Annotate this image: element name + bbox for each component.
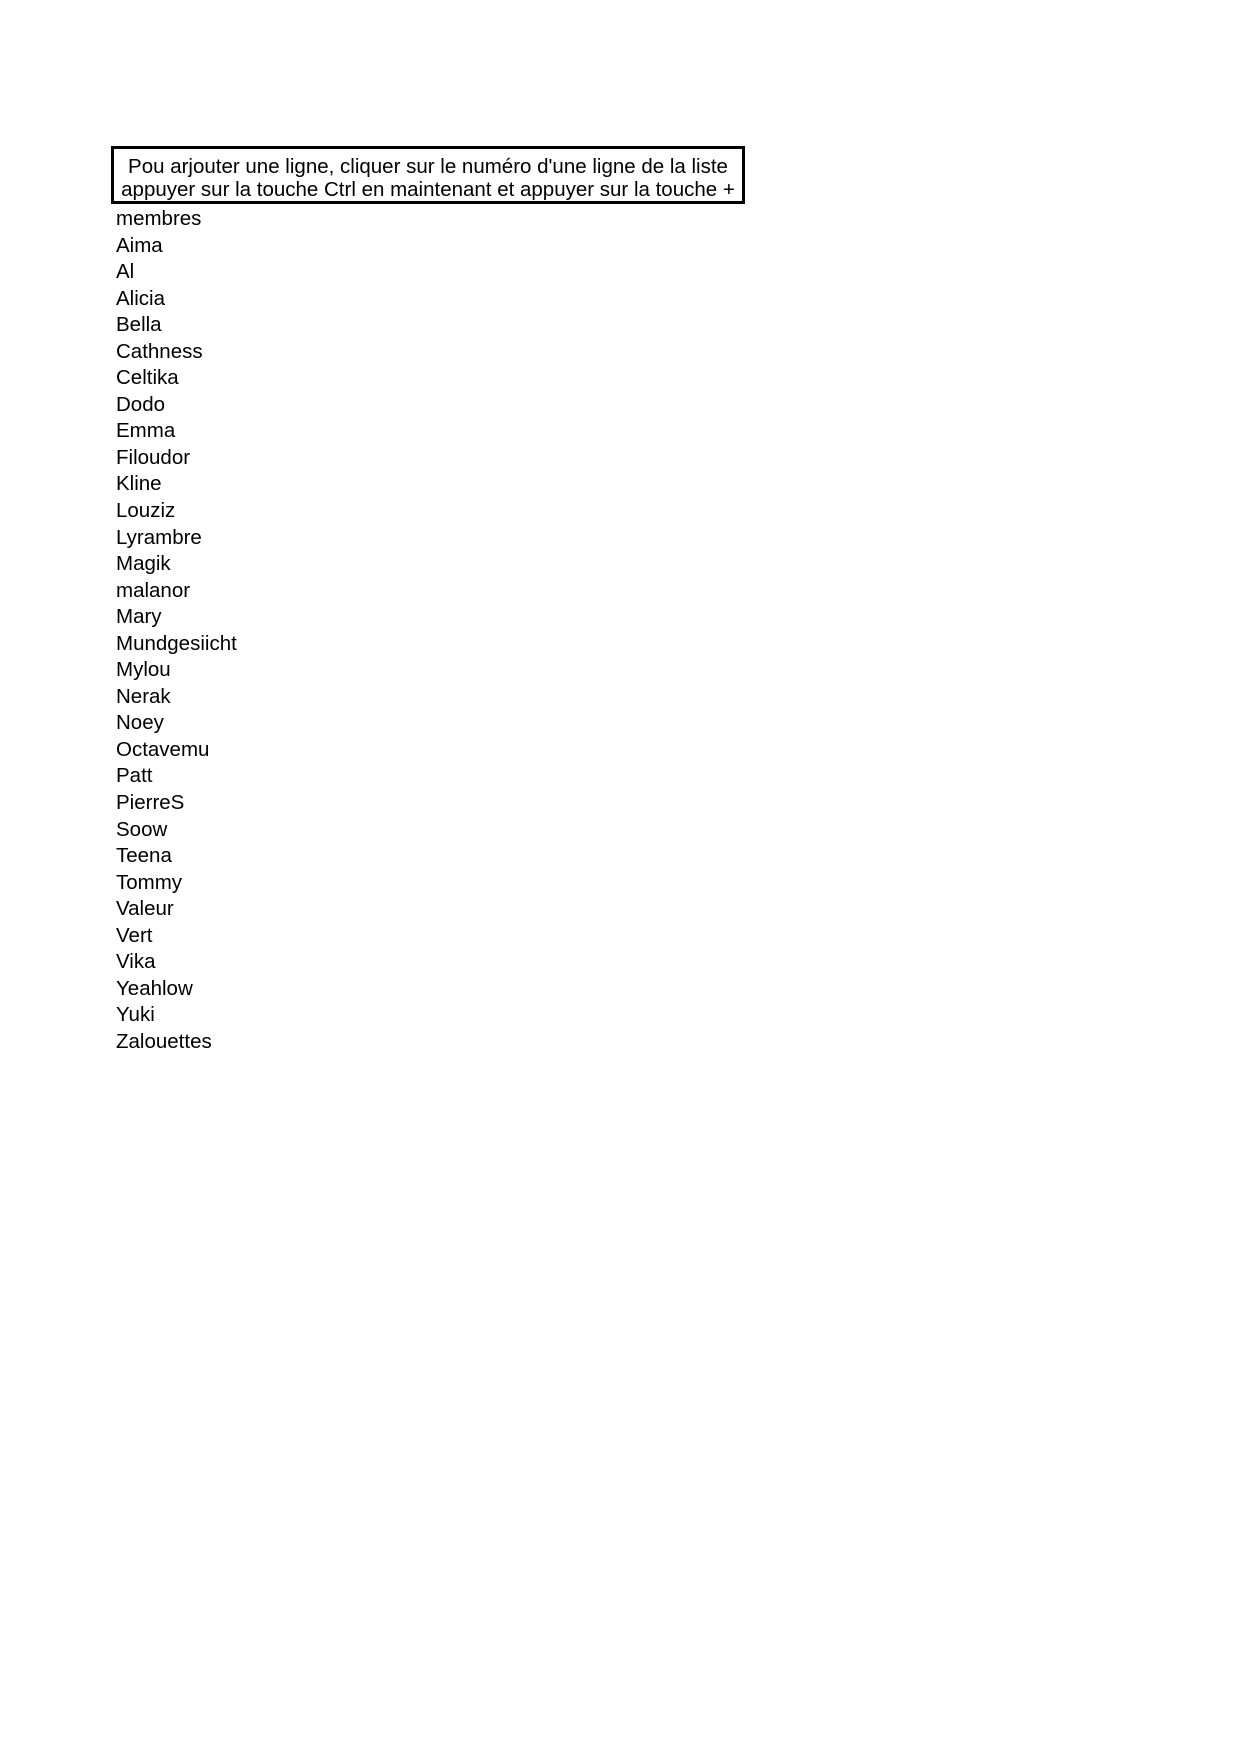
list-item: Aima [116, 233, 163, 257]
instruction-line-2: appuyer sur la touche Ctrl en maintenant et appuyer sur la touche + [121, 178, 735, 201]
list-item: Soow [116, 817, 168, 841]
list-item: Alicia [116, 286, 165, 310]
list-item: Yeahlow [116, 976, 193, 1000]
list-item: Magik [116, 552, 171, 576]
list-item: Lyrambre [116, 525, 202, 549]
instruction-line-1: Pou arjouter une ligne, cliquer sur le numéro d'une ligne de la liste [128, 155, 728, 178]
instruction-box [111, 146, 745, 204]
list-item: Bella [116, 313, 162, 337]
list-item: Cathness [116, 339, 203, 363]
list-item: Yuki [116, 1003, 155, 1027]
list-item: Patt [116, 764, 153, 788]
list-item: PierreS [116, 791, 185, 815]
list-item: Kline [116, 472, 162, 496]
list-item: Vika [116, 950, 156, 974]
list-item: Tommy [116, 870, 183, 894]
list-item: Nerak [116, 684, 171, 708]
list-header: membres [116, 207, 202, 230]
list-item: malanor [116, 578, 191, 602]
list-item: Louziz [116, 499, 176, 523]
list-item: Zalouettes [116, 1029, 212, 1053]
member-list [116, 206, 237, 1056]
list-item: Mundgesiicht [116, 631, 237, 655]
list-item: Valeur [116, 897, 174, 921]
list-item: Al [116, 260, 135, 284]
list-item: Filoudor [116, 445, 191, 469]
list-item: Vert [116, 923, 153, 947]
list-item: Celtika [116, 366, 179, 390]
list-item: Mylou [116, 658, 171, 682]
list-item: Noey [116, 711, 164, 735]
list-item: Emma [116, 419, 176, 443]
list-item: Mary [116, 605, 162, 629]
list-item: Teena [116, 844, 172, 868]
list-item: Octavemu [116, 737, 210, 761]
list-item: Dodo [116, 392, 166, 416]
